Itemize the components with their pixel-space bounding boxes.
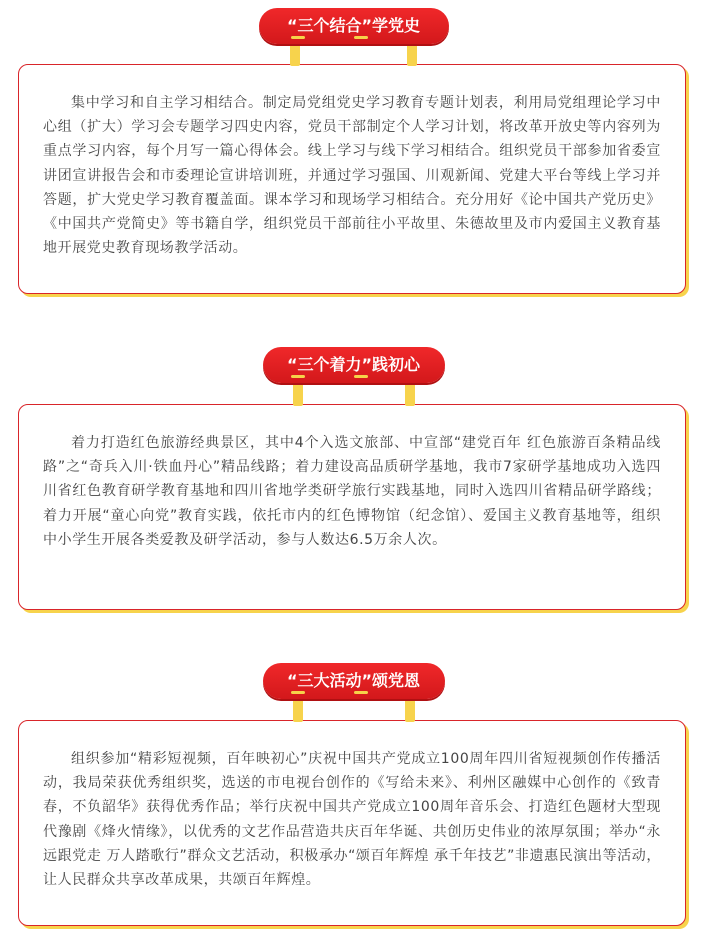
connector-left bbox=[293, 696, 303, 722]
section-title-quoted: “三大活动” bbox=[287, 663, 372, 699]
section-title-quoted: “三个结合” bbox=[287, 8, 372, 44]
section-title-pill bbox=[259, 8, 449, 44]
section-title-pill bbox=[263, 663, 445, 699]
connector-right bbox=[405, 696, 415, 722]
section-title-rest: 践初心 bbox=[372, 355, 421, 374]
section-body-text: 着力打造红色旅游经典景区，其中4个入选文旅部、中宣部“建党百年 红色旅游百条精品线路”之“奇兵入川·铁血丹心”精品线路；着力建设高品质研学基地，我市7家研学基地成功入选四川省红色教育研学教育基地和四川省地学类研学旅行实践基地，同时入选四川省精品研学路线；着力开展“童心向党”教育实践，依托市内的红色博物馆（纪念馆）、爱国主义教育基地等，组织中小学生开展各类爱教及研学活动，参与人数达6.5万余人次。 bbox=[43, 435, 661, 548]
section-title-quoted: “三个着力” bbox=[287, 347, 372, 383]
section-title-rest: 学党史 bbox=[372, 16, 421, 35]
section-body-text: 组织参加“精彩短视频，百年映初心”庆祝中国共产党成立100周年四川省短视频创作传播活动，我局荣获优秀组织奖，选送的市电视台创作的《写给未来》、利州区融媒中心创作的《致青春，不负韶华》获得优秀作品；举行庆祝中国共产党成立100周年音乐会、打造红色题材大型现代豫剧《烽火情缘》，以优秀的文艺作品营造共庆百年华诞、共创历史伟业的浓厚氛围；举办“永远跟党走 万人踏歌行”群众文艺活动，积极承办“颂百年辉煌 承千年技艺”非遗惠民演出等活动，让人民群众共享改革成果，共颂百年辉煌。 bbox=[43, 751, 661, 889]
section-title-rest: 颂党恩 bbox=[372, 671, 421, 690]
content-card bbox=[18, 720, 686, 926]
content-card bbox=[18, 404, 686, 610]
content-card bbox=[18, 64, 686, 294]
connector-left bbox=[293, 380, 303, 406]
connector-right bbox=[405, 380, 415, 406]
section-title-pill bbox=[263, 347, 445, 383]
section-body-text: 集中学习和自主学习相结合。制定局党组党史学习教育专题计划表，利用局党组理论学习中心组（扩大）学习会专题学习四史内容，党员干部制定个人学习计划，将改革开放史等内容列为重点学习内容，每个月写一篇心得体会。线上学习与线下学习相结合。组织党员干部参加省委宣讲团宣讲报告会和市委理论宣讲培训班，并通过学习强国、川观新闻、党建大平台等线上学习并答题，扩大党史学习教育覆盖面。课本学习和现场学习相结合。充分用好《论中国共产党历史》《中国共产党简史》等书籍自学，组织党员干部前往小平故里、朱德故里及市内爱国主义教育基地开展党史教育现场教学活动。 bbox=[43, 95, 661, 257]
